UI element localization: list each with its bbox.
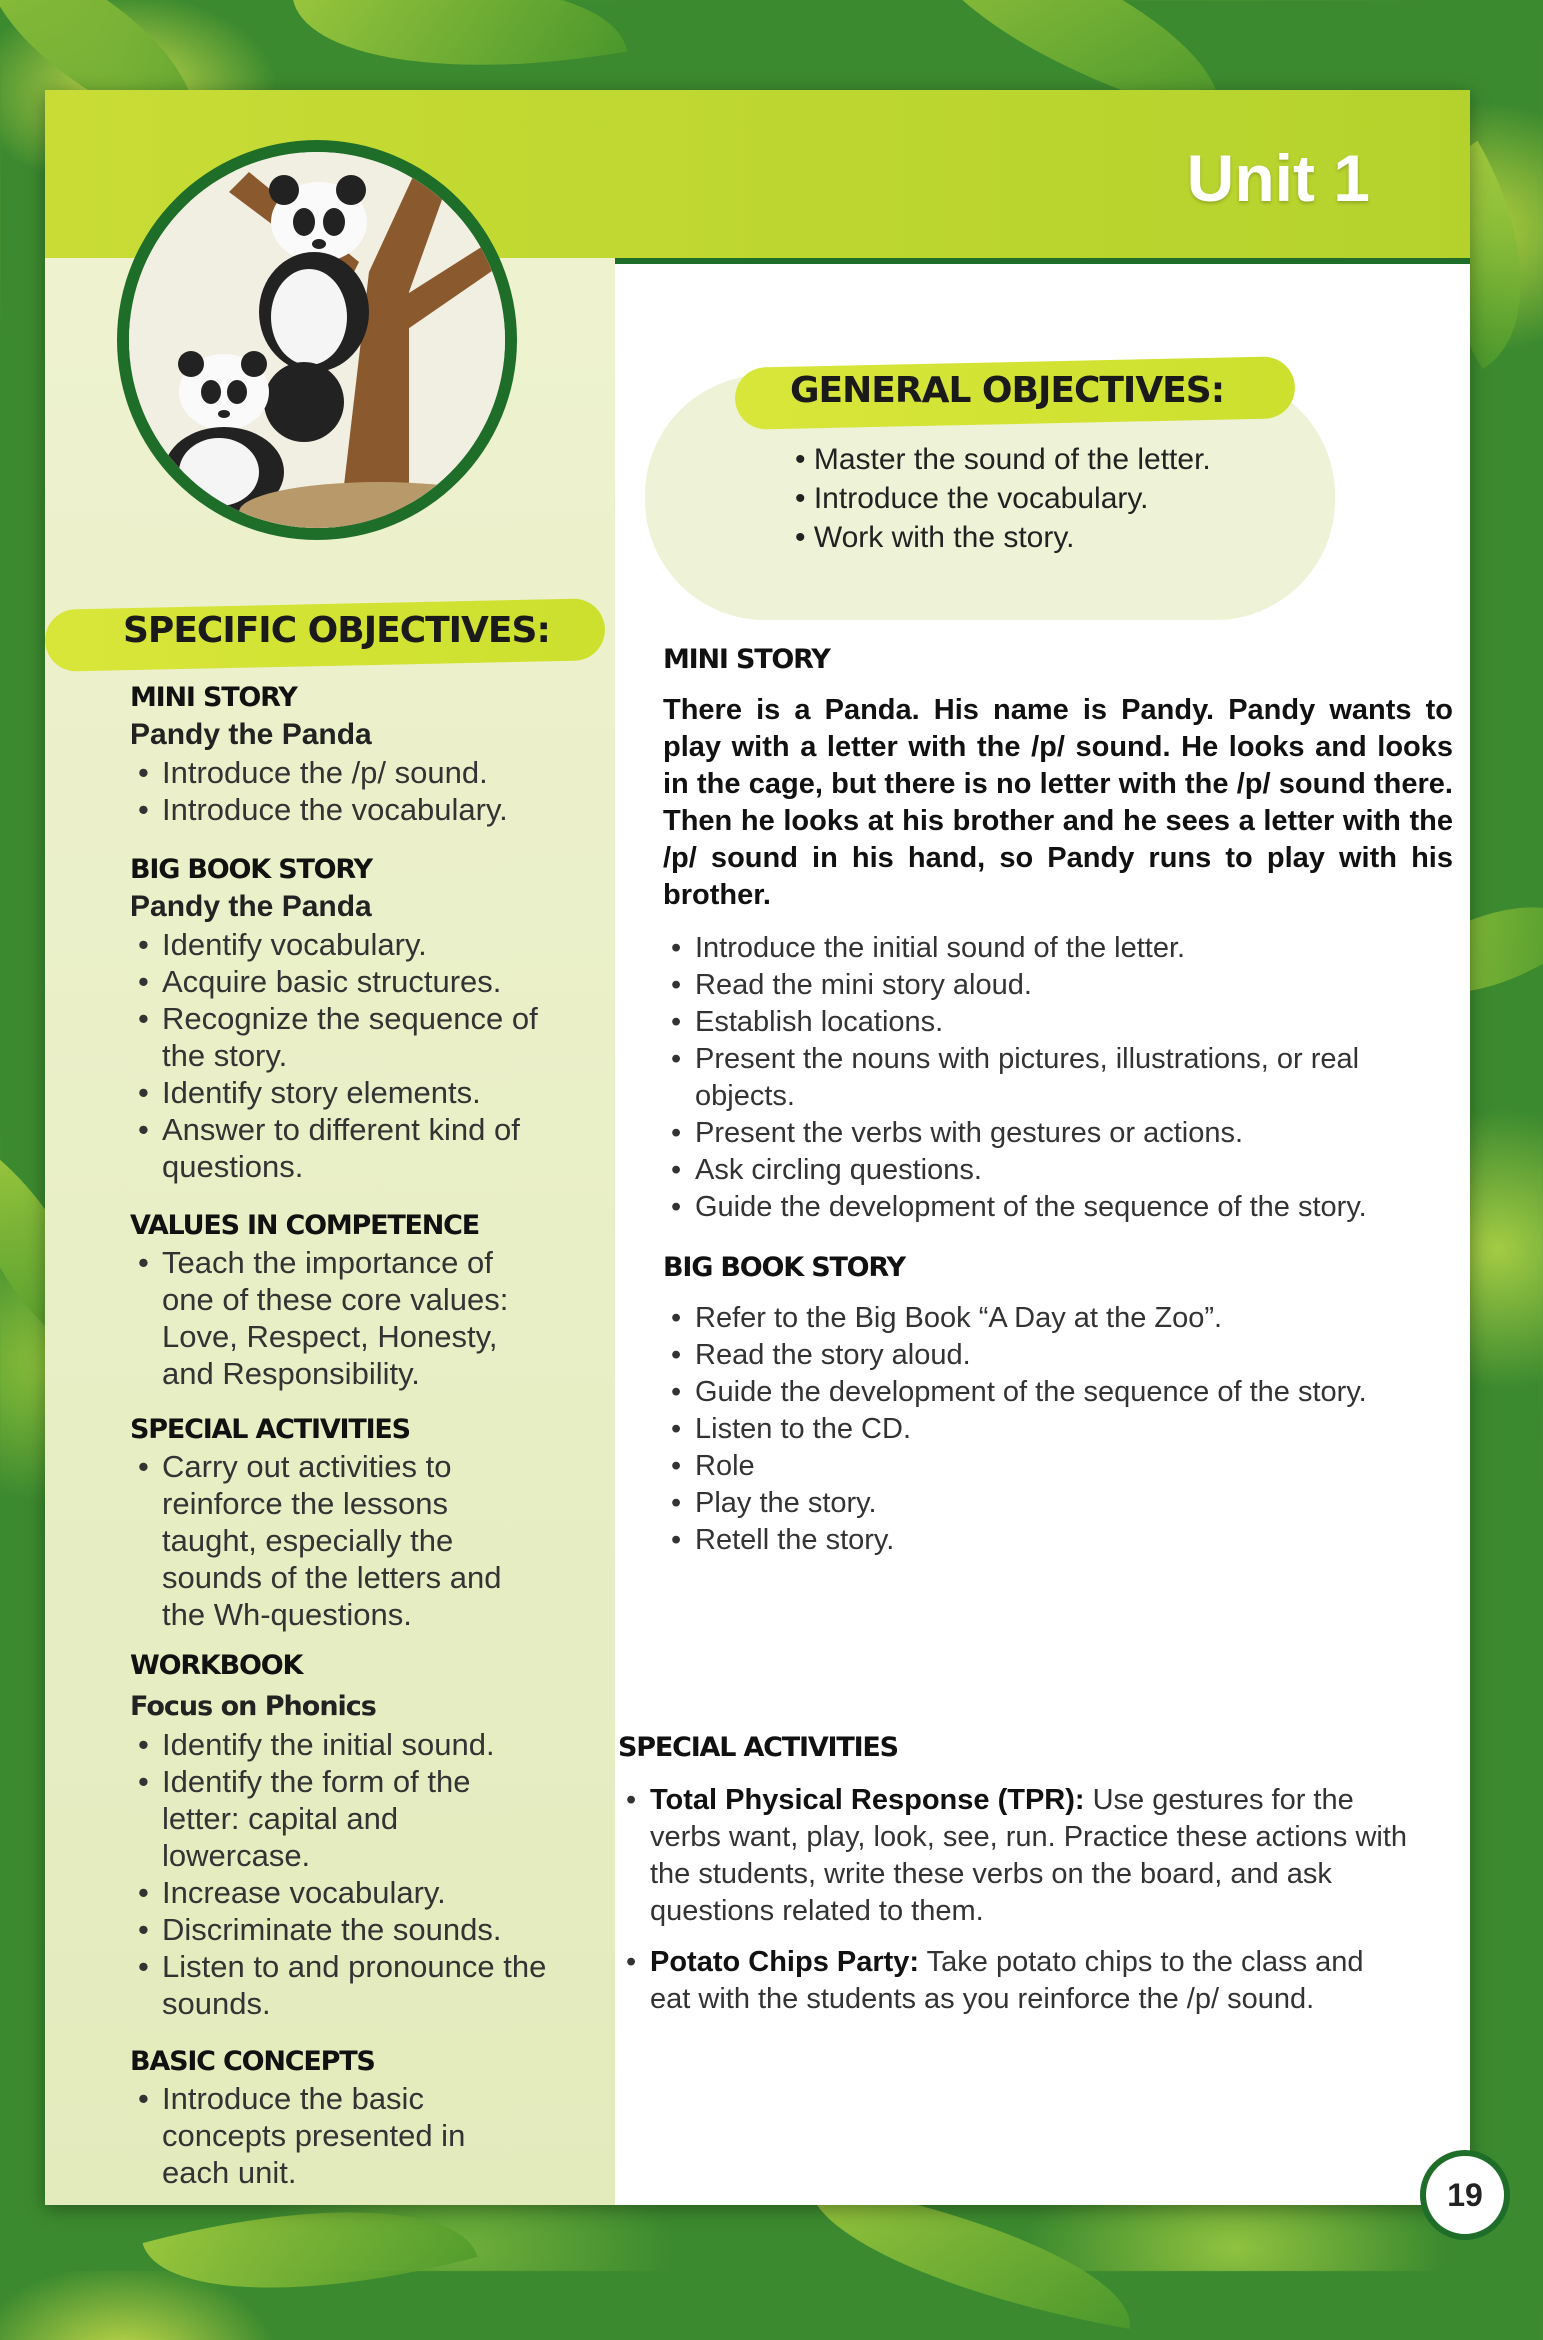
list-item: • Play the story. bbox=[663, 1485, 1453, 1522]
list-item: • Ask circling questions. bbox=[663, 1152, 1453, 1189]
section-heading: BIG BOOK STORY bbox=[663, 1252, 905, 1283]
section-subtitle: Pandy the Panda bbox=[130, 718, 372, 751]
chips-text: Take potato chips to the class and eat with the students as you reinforce the /p/ sound. bbox=[650, 1946, 1364, 2015]
list-item: • Guide the development of the sequence of the story. bbox=[663, 1374, 1453, 1411]
tpr-text: Use gestures for the verbs want, play, look, see, run. Practice these actions with the students, write these verbs on the board, and ask questions related to them. bbox=[650, 1784, 1408, 1927]
list-item: • Establish locations. bbox=[663, 1004, 1453, 1041]
panda-illustration bbox=[117, 140, 517, 540]
list-item: • Discriminate the sounds. bbox=[130, 1911, 550, 1948]
list-item: • Guide the development of the sequence of the story. bbox=[663, 1189, 1453, 1226]
general-objectives-list bbox=[795, 440, 1211, 557]
list-item: • Introduce the vocabulary. bbox=[795, 479, 1211, 518]
unit-title: Unit 1 bbox=[1186, 141, 1370, 215]
section-heading: MINI STORY bbox=[130, 682, 297, 713]
list-item: • Refer to the Big Book “A Day at the Zoo”. bbox=[663, 1300, 1453, 1337]
specific-values bbox=[130, 1208, 600, 1392]
list-item: • Role bbox=[663, 1448, 1453, 1485]
specific-big-book bbox=[130, 852, 600, 1185]
section-heading: MINI STORY bbox=[663, 644, 830, 675]
list-item: • Read the story aloud. bbox=[663, 1337, 1453, 1374]
section-subtitle: Pandy the Panda bbox=[130, 890, 372, 923]
specific-basic-concepts bbox=[130, 2044, 600, 2191]
list-item: • Answer to different kind of questions. bbox=[130, 1111, 560, 1185]
general-objectives-title: GENERAL OBJECTIVES: bbox=[790, 370, 1225, 411]
list-item: • Acquire basic structures. bbox=[130, 963, 560, 1000]
section-heading: BIG BOOK STORY bbox=[130, 854, 372, 885]
list-item: • Introduce the /p/ sound. bbox=[130, 754, 600, 791]
list-item: • Recognize the sequence of the story. bbox=[130, 1000, 560, 1074]
right-mini-story bbox=[663, 642, 1453, 1226]
specific-special-activities bbox=[130, 1412, 600, 1633]
list-item: • Identify vocabulary. bbox=[130, 926, 560, 963]
list-item: • Listen to the CD. bbox=[663, 1411, 1453, 1448]
panda-picture bbox=[129, 152, 505, 528]
section-heading: SPECIAL ACTIVITIES bbox=[130, 1414, 410, 1445]
right-special-activities bbox=[618, 1730, 1408, 2018]
section-heading: VALUES IN COMPETENCE bbox=[130, 1210, 480, 1241]
list-item: • Increase vocabulary. bbox=[130, 1874, 550, 1911]
tpr-label: Total Physical Response (TPR): bbox=[650, 1784, 1085, 1816]
list-item: • Listen to and pronounce the sounds. bbox=[130, 1948, 550, 2022]
section-subtitle: Focus on Phonics bbox=[130, 1691, 376, 1722]
list-item: • Introduce the vocabulary. bbox=[130, 791, 600, 828]
list-item: • Identify story elements. bbox=[130, 1074, 560, 1111]
list-item bbox=[618, 1944, 1408, 2018]
list-item: • Present the verbs with gestures or actions. bbox=[663, 1115, 1453, 1152]
section-heading: SPECIAL ACTIVITIES bbox=[618, 1732, 898, 1763]
list-item: • Carry out activities to reinforce the lessons taught, especially the sounds of the letters and the Wh-questions. bbox=[130, 1448, 550, 1633]
list-item: • Identify the form of the letter: capital and lowercase. bbox=[130, 1763, 550, 1874]
list-item: • Introduce the initial sound of the letter. bbox=[663, 930, 1453, 967]
specific-objectives-title: SPECIFIC OBJECTIVES: bbox=[123, 610, 550, 651]
list-item: • Master the sound of the letter. bbox=[795, 440, 1211, 479]
list-item: • Work with the story. bbox=[795, 518, 1211, 557]
specific-mini-story bbox=[130, 680, 600, 828]
chips-label: Potato Chips Party: bbox=[650, 1946, 920, 1978]
section-heading: BASIC CONCEPTS bbox=[130, 2046, 375, 2077]
list-item: • Read the mini story aloud. bbox=[663, 967, 1453, 1004]
right-big-book bbox=[663, 1250, 1453, 1559]
section-heading: WORKBOOK bbox=[130, 1650, 303, 1681]
list-item: • Retell the story. bbox=[663, 1522, 1453, 1559]
list-item bbox=[618, 1782, 1408, 1930]
list-item: • Introduce the basic concepts presented in each unit. bbox=[130, 2080, 530, 2191]
specific-workbook bbox=[130, 1648, 600, 2022]
page-number: 19 bbox=[1420, 2150, 1510, 2240]
list-item: • Teach the importance of one of these core values: Love, Respect, Honesty, and Responsibility. bbox=[130, 1244, 550, 1392]
mini-story-text: There is a Panda. His name is Pandy. Pandy wants to play with a letter with the /p/ sound. He looks and looks in the cage, but there is no letter with the /p/ sound there. Then he looks at his brother and he sees a letter with the /p/ sound in his hand, so Pandy runs to play with his brother. bbox=[663, 694, 1453, 911]
list-item: • Present the nouns with pictures, illustrations, or real objects. bbox=[663, 1041, 1453, 1115]
list-item: • Identify the initial sound. bbox=[130, 1726, 550, 1763]
